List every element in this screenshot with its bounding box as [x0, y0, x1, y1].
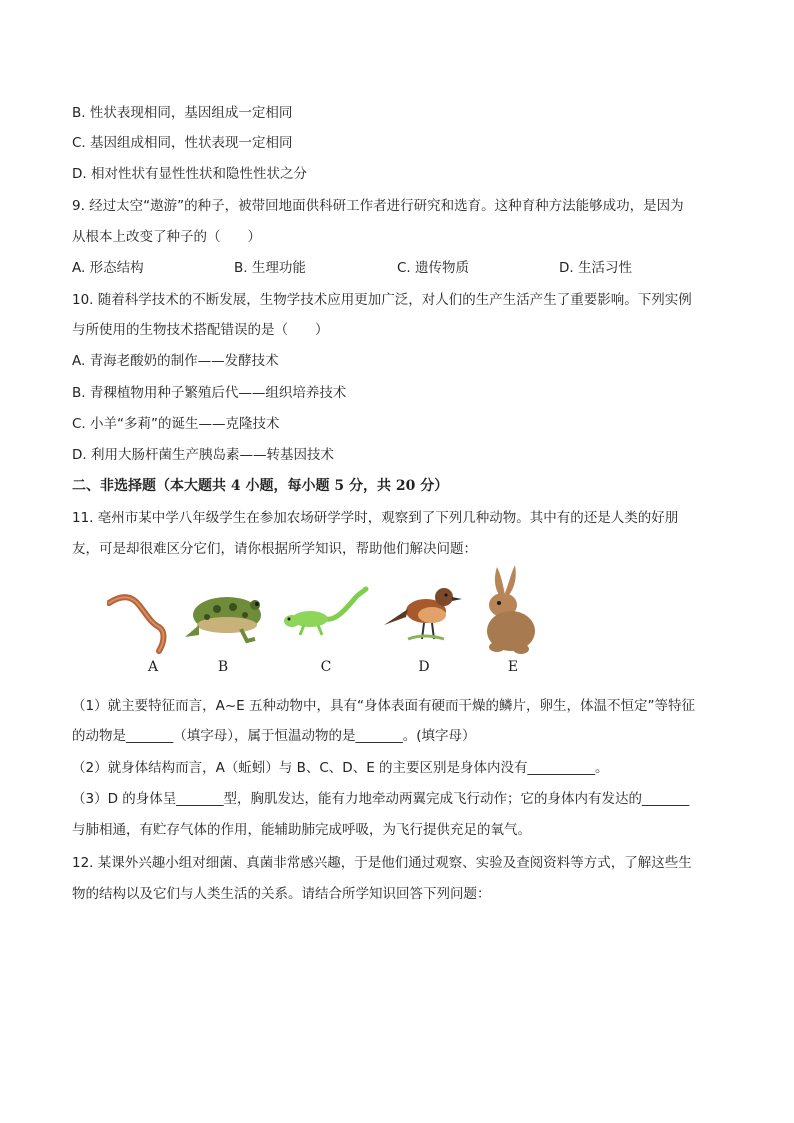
q10-stem-line2: 与所使用的生物技术搭配错误的是（ ）	[72, 322, 329, 338]
q11-part1-line1: （1）就主要特征而言，A~E 五种动物中，具有“身体表面有硬而干燥的鳞片，卵生，体温不恒定”等特征	[72, 698, 695, 714]
q9-option-a: A. 形态结构	[72, 260, 144, 276]
label-d: D	[418, 659, 430, 675]
label-c: C	[320, 659, 332, 675]
q10-option-d: D. 利用大肠杆菌生产胰岛素——转基因技术	[72, 447, 334, 463]
bird-image	[378, 565, 470, 680]
q11-part3-line2: 与肺相通，有贮存气体的作用，能辅助肺完成呼吸，为飞行提供充足的氧气。	[72, 822, 531, 838]
lizard-image	[280, 565, 372, 680]
q11-stem-line1: 11. 亳州市某中学八年级学生在参加农场研学学时，观察到了下列几种动物。其中有的还是人类的好朋	[72, 510, 679, 526]
section-heading: 二、非选择题（本大题共 4 小题，每小题 5 分，共 20 分）	[72, 478, 449, 494]
q9-option-b: B. 生理功能	[234, 260, 306, 276]
q10-stem-line1: 10. 随着科学技术的不断发展，生物学技术应用更加广泛，对人们的生产生活产生了重要影响。下列实例	[72, 292, 692, 308]
q11-part3-line1: （3）D 的身体呈_______型，胸肌发达，能有力地牵动两翼完成飞行动作；它的身体内有发达的_______	[72, 791, 690, 807]
q12-stem-line2: 物的结构以及它们与人类生活的关系。请结合所学知识回答下列问题：	[72, 886, 491, 902]
q8-option-d: D. 相对性状有显性性状和隐性性状之分	[72, 166, 307, 182]
q11-stem-line2: 友，可是却很难区分它们，请你根据所学知识，帮助他们解决问题：	[72, 541, 477, 557]
q11-part2: （2）就身体结构而言，A（蚯蚓）与 B、C、D、E 的主要区别是身体内没有__________。	[72, 760, 609, 776]
q8-option-c: C. 基因组成相同，性状表现一定相同	[72, 135, 293, 151]
q11-part1-line2: 的动物是_______（填字母），属于恒温动物的是_______。(填字母）	[72, 728, 476, 744]
q12-stem-line1: 12. 某课外兴趣小组对细菌、真菌非常感兴趣，于是他们通过观察、实验及查阅资料等方式，了解这些生	[72, 855, 692, 871]
q10-option-b: B. 青稞植物用种子繁殖后代——组织培养技术	[72, 385, 347, 401]
q9-stem-line1: 9. 经过太空“遨游”的种子，被带回地面供科研工作者进行研究和选育。这种育种方法能够成功，是因为	[72, 198, 684, 214]
label-e: E	[507, 659, 519, 675]
label-b: B	[217, 659, 229, 675]
label-a: A	[147, 659, 159, 675]
q9-stem-line2: 从根本上改变了种子的（ ）	[72, 229, 261, 245]
q9-option-d: D. 生活习性	[559, 260, 632, 276]
q10-option-c: C. 小羊“多莉”的诞生——克隆技术	[72, 416, 280, 432]
frog-image	[177, 565, 269, 680]
q10-option-a: A. 青海老酸奶的制作——发酵技术	[72, 353, 279, 369]
q8-option-b: B. 性状表现相同，基因组成一定相同	[72, 105, 293, 121]
q9-option-c: C. 遗传物质	[397, 260, 470, 276]
animals-figure	[95, 565, 555, 680]
rabbit-image	[467, 565, 559, 680]
